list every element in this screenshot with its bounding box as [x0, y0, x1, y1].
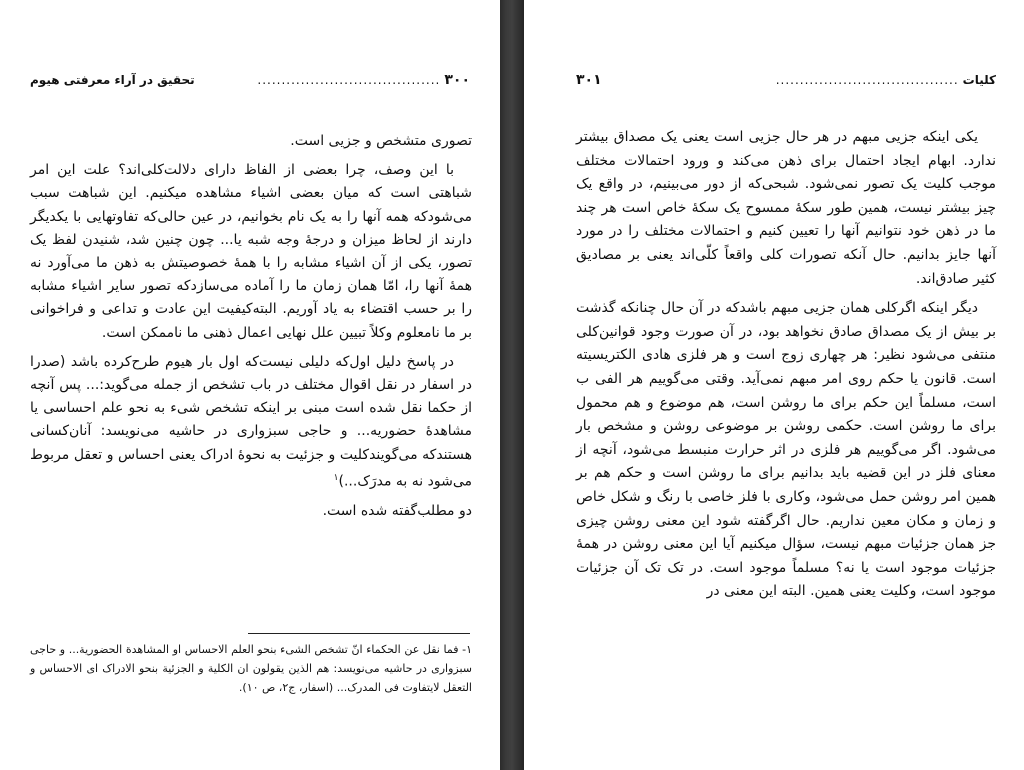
- paragraph: [30, 351, 472, 494]
- left-body-text: [30, 130, 472, 523]
- page-number-right: ۳۰۱: [576, 72, 602, 88]
- paragraph: یکی اینکه جزیی مبهم در هر حال جزیی است یعنی یک مصداق بیشتر ندارد. ابهام ایجاد احتمال برای ذهن می‌کند و ورود احتمالات مختلف موجب کلیت یک تصور نمی‌شود. شبحی‌که از دور می‌بینیم، در واقع یک چیز بیشتر نیست، همین طور سکهٔ ممسوح یک سکهٔ خاص است هر چند ما در ذهن خود نتوانیم آنها را تعیین کنیم و احتمالات مختلف را در مورد آنها جایز بدانیم. حال آنکه تصورات کلی واقعاً کلّی‌اند یعنی بر مصادیق کثیر صادق‌اند.: [576, 129, 996, 287]
- paragraph-text: در پاسخ دلیل اول‌که دلیلی نیست‌که اول بار هیوم طرح‌کرده باشد (صدرا در اسفار در نقل اقوال مختلف در باب تشخص از جمله می‌گوید:... پس آنچه از حکما نقل شده است مبنی بر اینکه تشخص شیء به نحو علم احساسی یا مشاهدهٔ حضوریه... و حاجی سبزواری در حاشیه می‌نویسد: آنان‌کسانی هستندکه می‌گویندکلیت و جزئیت به نحوهٔ ادراک یعنی احساس و تعقل مربوط می‌شود نه به مدرَک...): [30, 353, 472, 490]
- right-page: [524, 0, 1024, 770]
- right-body-text: [576, 126, 996, 604]
- page-number-left: ۳۰۰: [444, 72, 470, 88]
- running-title-right: کلیات: [962, 73, 996, 87]
- header-leader-dots: ......................................: [257, 73, 441, 87]
- paragraph: تصوری متشخص و جزیی است.: [290, 133, 472, 149]
- footnote-text: ۱- فما نقل عن الحکماء انّ تشخص الشیء بنحو العلم الاحساس او المشاهدة الحضوریة... و حاجی سبزواری در حاشیه می‌نویسد: هم الذین یقولون ان الکلیة و الجزئیة بنحو الادراک ای الاحساس و التعقل لایتفاوت فی المدرک... (اسفار، ج۲، ص ۱۰).: [30, 643, 472, 694]
- paragraph: دیگر اینکه اگرکلی همان جزیی مبهم باشدکه در آن حال چنانکه گذشت بر بیش از یک مصداق صادق نخواهد بود، در آن صورت وجود قوانین‌کلی منتفی می‌شود نظیر: هر چهاری زوج است و هر فلزی هادی الکتریسیته است. قانون یا حکم روی امر مبهم نمی‌آید. وقتی می‌گوییم هر الفی ب است، مسلماً این حکم برای ما روشن است، هم موضوع و هم محمول برای ما روشن است. حکمی روشن بر موضوعی روشن و مشخص بار می‌شود. اگر می‌گوییم هر فلزی در اثر حرارت منبسط می‌شود، آنچه از معنای فلز در این قضیه باید بدانیم برای ما روشن است و حکم هم بر همین امر روشن حمل می‌شود، وکاری با فلز خاصی با رنگ و شکل خاص و زمان و مکان معین نداریم. حال اگرگفته شود این معنی روشن چیزی جز همان جزئیات مبهم نیست، سؤال میکنیم آیا این معنی روشن در همهٔ جزئیات موجود است یا نه؟ مسلماً موجود است. در تک تک آن جزئیات موجود است، وکلیت یعنی همین. البته این معنی در: [576, 300, 996, 600]
- book-spine: [500, 0, 524, 770]
- header-leader-dots: ......................................: [775, 73, 959, 87]
- running-header-right: [576, 72, 996, 96]
- footnote-marker: ۱: [333, 472, 339, 483]
- paragraph: با این وصف، چرا بعضی از الفاظ دارای دلالت‌کلی‌اند؟ علت این امر شباهتی است که میان بعضی اشیاء مشاهده میکنیم. این شباهت سبب می‌شودکه همه آنها را به یک نام بخوانیم، در عین حالی‌که تفاوتهایی با یکدیگر دارند از لحاظ میزان و درجهٔ وجه شبه یا... چون چنین شد، شنیدن لفظ یک تصور، یکی از آن اشیاء مشابه را با همهٔ خصوصیتش به ذهن ما می‌آورد نه همهٔ آنها را، امّا همان زمان ما را آماده می‌سازدکه تصور سایر اشیاء مشابه را بر حسب اقتضاء به یاد آوریم. البته‌کیفیت این عادت و تداعی و فراخوانی بر ما نامعلوم وکلاً تبیین علل نهایی اعمال ذهنی ما ناممکن است.: [30, 162, 472, 341]
- paragraph: دو مطلب‌گفته شده است.: [322, 502, 472, 519]
- running-title-left: تحقیق در آراء معرفتی هیوم: [30, 73, 195, 87]
- running-header-left: [30, 72, 470, 96]
- left-page: [0, 0, 500, 770]
- footnote: [30, 640, 472, 697]
- footnote-separator: [248, 633, 470, 634]
